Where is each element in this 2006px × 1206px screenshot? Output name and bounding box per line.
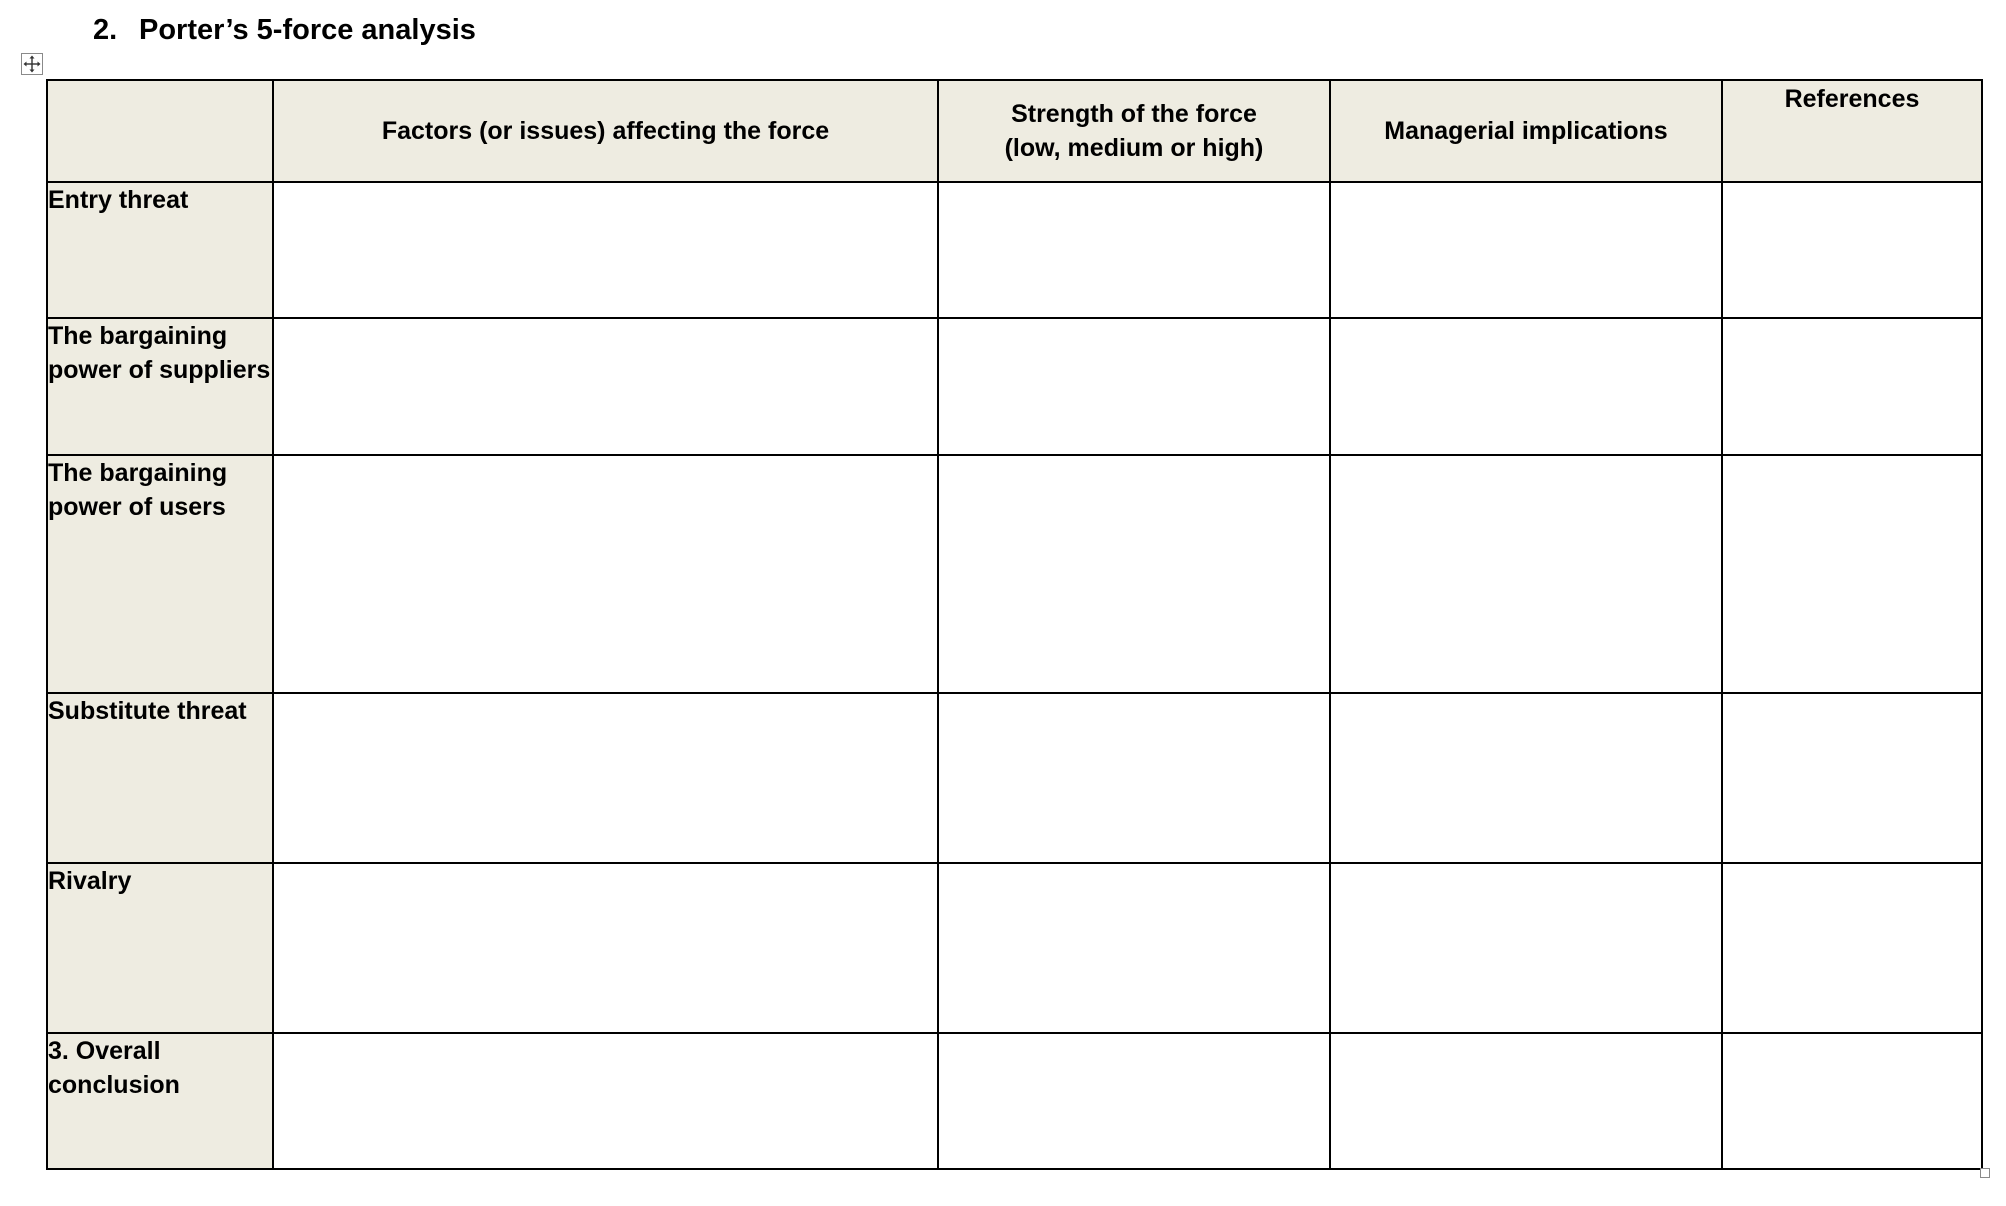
implications-cell[interactable] — [1330, 693, 1722, 863]
resize-handle-icon[interactable] — [1980, 1168, 1990, 1178]
row-label-overall-conclusion[interactable]: 3. Overall conclusion — [47, 1033, 273, 1169]
strength-cell[interactable] — [938, 693, 1330, 863]
implications-cell[interactable] — [1330, 318, 1722, 455]
table-row — [47, 318, 1982, 455]
factors-cell[interactable] — [273, 1033, 938, 1169]
table-row — [47, 863, 1982, 1033]
header-row — [47, 80, 1982, 182]
row-label-user-power[interactable]: The bargaining power of users — [47, 455, 273, 693]
table-row — [47, 1033, 1982, 1169]
table-row — [47, 693, 1982, 863]
references-cell[interactable] — [1722, 455, 1982, 693]
implications-cell[interactable] — [1330, 182, 1722, 318]
implications-cell[interactable] — [1330, 1033, 1722, 1169]
move-arrows-icon[interactable] — [21, 53, 43, 75]
strength-cell[interactable] — [938, 182, 1330, 318]
porter-five-forces-table — [46, 79, 1983, 1170]
references-cell[interactable] — [1722, 182, 1982, 318]
factors-cell[interactable] — [273, 693, 938, 863]
implications-cell[interactable] — [1330, 455, 1722, 693]
references-cell[interactable] — [1722, 318, 1982, 455]
strength-cell[interactable] — [938, 863, 1330, 1033]
references-cell[interactable] — [1722, 1033, 1982, 1169]
factors-cell[interactable] — [273, 863, 938, 1033]
factors-header[interactable] — [273, 80, 938, 182]
references-header[interactable] — [1722, 80, 1982, 182]
references-cell[interactable] — [1722, 693, 1982, 863]
section-number: 2. — [93, 14, 118, 46]
strength-cell[interactable] — [938, 455, 1330, 693]
row-label-supplier-power[interactable]: The bargaining power of suppliers — [47, 318, 273, 455]
strength-cell[interactable] — [938, 318, 1330, 455]
table-row — [47, 182, 1982, 318]
factors-cell[interactable] — [273, 182, 938, 318]
row-label-substitute-threat[interactable]: Substitute threat — [47, 693, 273, 863]
strength-header-line2: (low, medium or high) — [1004, 134, 1264, 162]
implications-header[interactable] — [1330, 80, 1722, 182]
factors-cell[interactable] — [273, 455, 938, 693]
factors-cell[interactable] — [273, 318, 938, 455]
strength-header[interactable] — [938, 80, 1330, 182]
section-heading — [93, 10, 476, 50]
factors-header-label: Factors (or issues) affecting the force — [381, 117, 830, 145]
references-cell[interactable] — [1722, 863, 1982, 1033]
strength-header-line1: Strength of the force — [1011, 100, 1257, 128]
section-title: Porter’s 5-force analysis — [139, 14, 476, 46]
table-row — [47, 455, 1982, 693]
row-label-rivalry[interactable]: Rivalry — [47, 863, 273, 1033]
implications-header-label: Managerial implications — [1384, 117, 1668, 145]
implications-cell[interactable] — [1330, 863, 1722, 1033]
row-label-entry-threat[interactable]: Entry threat — [47, 182, 273, 318]
references-header-label: References — [1784, 85, 1920, 113]
strength-cell[interactable] — [938, 1033, 1330, 1169]
corner-cell[interactable] — [47, 80, 273, 182]
